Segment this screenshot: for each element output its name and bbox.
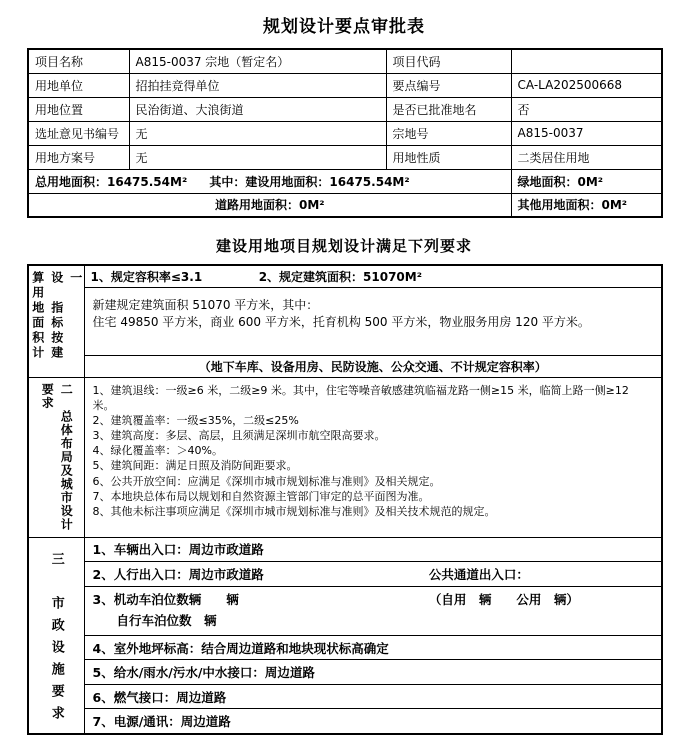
field-label-site-opinion-number: 选址意见书编号 bbox=[28, 121, 129, 145]
section2-label-col-right: 二 总体布局及城市设计 bbox=[59, 383, 74, 532]
approval-table-row bbox=[28, 97, 662, 121]
approval-table-row bbox=[28, 49, 662, 73]
field-label-land-location: 用地位置 bbox=[28, 97, 129, 121]
far-rule: 1、规定容积率≤3.1 bbox=[90, 270, 203, 284]
power-telecom: 7、电源/通讯：周边道路 bbox=[84, 709, 662, 734]
field-label-land-unit: 用地单位 bbox=[28, 73, 129, 97]
field-value-land-location: 民治街道、大浪街道 bbox=[129, 97, 386, 121]
field-label-land-use-type: 用地性质 bbox=[386, 145, 511, 169]
approval-table-row bbox=[28, 73, 662, 97]
water-interface: 5、给水/雨水/污水/中水接口：周边道路 bbox=[84, 660, 662, 685]
section2-row bbox=[28, 378, 662, 538]
field-value-project-name: A815-0037 宗地（暂定名） bbox=[129, 49, 386, 73]
other-area: 其他用地面积：0M² bbox=[511, 193, 662, 217]
field-label-project-name: 项目名称 bbox=[28, 49, 129, 73]
planning-requirement-item: 7、本地块总体布局以规划和自然资源主管部门审定的总平面图为准。 bbox=[92, 489, 430, 503]
section2-label bbox=[28, 378, 84, 538]
field-value-land-use-type: 二类居住用地 bbox=[511, 145, 662, 169]
field-label-parcel-number: 宗地号 bbox=[386, 121, 511, 145]
gas-interface: 6、燃气接口：周边道路 bbox=[84, 684, 662, 709]
planning-requirement-item: 3、建筑高度：多层、高层，且须满足深圳市航空限高要求。 bbox=[92, 429, 386, 443]
section3-row-3 bbox=[28, 586, 662, 635]
field-label-placename-approved: 是否已批准地名 bbox=[386, 97, 511, 121]
planning-requirement-item: 2、建筑覆盖率：一级≤35%，二级≤25% bbox=[92, 414, 299, 428]
planning-requirement-item: 6、公共开放空间：应满足《深圳市城市规划标准与准则》及相关规定。 bbox=[92, 474, 441, 488]
section1-label bbox=[28, 265, 84, 378]
new-build-note-line1: 新建规定建筑面积 51070 平方米，其中： bbox=[92, 298, 319, 312]
parking-cell bbox=[84, 586, 662, 635]
section1-label-columns bbox=[31, 271, 82, 361]
section1-label-col-right: 一 bbox=[68, 271, 83, 286]
motor-parking: 3、机动车泊位数辆 辆 bbox=[92, 591, 239, 607]
section3-label-text: 三 市政设施要求 bbox=[48, 551, 64, 728]
field-value-site-opinion-number: 无 bbox=[129, 121, 386, 145]
section2-label-columns bbox=[31, 383, 82, 532]
section3-label-column bbox=[31, 552, 82, 728]
green-area: 绿地面积：0M² bbox=[511, 169, 662, 193]
requirements-title: 建设用地项目规划设计满足下列要求 bbox=[215, 237, 472, 255]
total-land-area: 总用地面积：16475.54M² bbox=[35, 174, 188, 189]
building-area-breakdown-cell bbox=[84, 288, 662, 356]
field-value-land-unit: 招拍挂竞得单位 bbox=[129, 73, 386, 97]
exclusion-note: （地下车库、设备用房、民防设施、公众交通、不计规定容积率） bbox=[84, 356, 662, 378]
section3-row-6 bbox=[28, 684, 662, 709]
pedestrian-entrance-cell bbox=[84, 562, 662, 587]
field-label-keypoint-number: 要点编号 bbox=[386, 73, 511, 97]
section3-row-4 bbox=[28, 635, 662, 660]
section3-row-1 bbox=[28, 537, 662, 562]
section1-row-a bbox=[28, 265, 662, 288]
section3-label bbox=[28, 537, 84, 734]
public-passage-entrance: 公共通道出入口： bbox=[428, 566, 529, 582]
section2-label-col-left: 要求 bbox=[40, 383, 55, 410]
planning-requirements-cell bbox=[84, 378, 662, 538]
building-area-rule: 2、规定建筑面积：51070M² bbox=[258, 270, 422, 284]
pedestrian-entrance: 2、人行出入口：周边市政道路 bbox=[92, 566, 264, 582]
field-value-placename-approved: 否 bbox=[511, 97, 662, 121]
field-label-land-plan-number: 用地方案号 bbox=[28, 145, 129, 169]
section1-row-c bbox=[28, 356, 662, 378]
field-value-keypoint-number: CA-LA202500668 bbox=[511, 73, 662, 97]
new-build-note-line2: 住宅 49850 平方米，商业 600 平方米，托育机构 500 平方米，物业服务用房 120 平方米。 bbox=[92, 315, 590, 329]
road-area: 道路用地面积：0M² bbox=[28, 193, 511, 217]
planning-requirement-item: 8、其他未标注事项应满足《深圳市城市规划标准与准则》及相关技术规范的规定。 bbox=[92, 504, 496, 518]
field-value-parcel-number: A815-0037 bbox=[511, 121, 662, 145]
approval-table-row bbox=[28, 193, 662, 217]
section3-row-2 bbox=[28, 562, 662, 587]
plot-ratio-rules-cell bbox=[84, 265, 662, 288]
vehicle-entrance: 1、车辆出入口：周边市政道路 bbox=[84, 537, 662, 562]
motor-parking-line bbox=[93, 589, 654, 610]
construction-land-area: 其中：建设用地面积：16475.54M² bbox=[209, 174, 410, 189]
bicycle-parking: 自行车泊位数 辆 bbox=[116, 612, 217, 628]
planning-requirement-item: 4、绿化覆盖率：＞40%。 bbox=[92, 444, 223, 458]
planning-requirement-item: 1、建筑退线：一级≥6 米，二级≥9 米。其中，住宅等噪音敏感建筑临福龙路一侧≥15 米，临简上路一侧≥12 米。 bbox=[92, 384, 629, 413]
section1-label-col-left: 算用地面积计 bbox=[30, 271, 45, 361]
approval-table bbox=[27, 48, 663, 218]
document-title: 规划设计要点审批表 bbox=[263, 17, 425, 37]
field-value-land-plan-number: 无 bbox=[129, 145, 386, 169]
approval-table-row bbox=[28, 145, 662, 169]
section1-label-col-mid: 设 指标按建 bbox=[49, 271, 64, 361]
approval-table-row bbox=[28, 169, 662, 193]
parking-usage-note: （自用 辆 公用 辆） bbox=[428, 591, 579, 607]
section3-row-7 bbox=[28, 709, 662, 734]
field-label-project-code: 项目代码 bbox=[386, 49, 511, 73]
area-summary-cell bbox=[28, 169, 511, 193]
field-value-project-code bbox=[511, 49, 662, 73]
approval-table-row bbox=[28, 121, 662, 145]
section1-row-b bbox=[28, 288, 662, 356]
ground-elevation: 4、室外地坪标高：结合周边道路和地块现状标高确定 bbox=[84, 635, 662, 660]
requirements-table bbox=[27, 264, 663, 735]
section3-row-5 bbox=[28, 660, 662, 685]
planning-requirement-item: 5、建筑间距：满足日照及消防间距要求。 bbox=[92, 459, 298, 473]
